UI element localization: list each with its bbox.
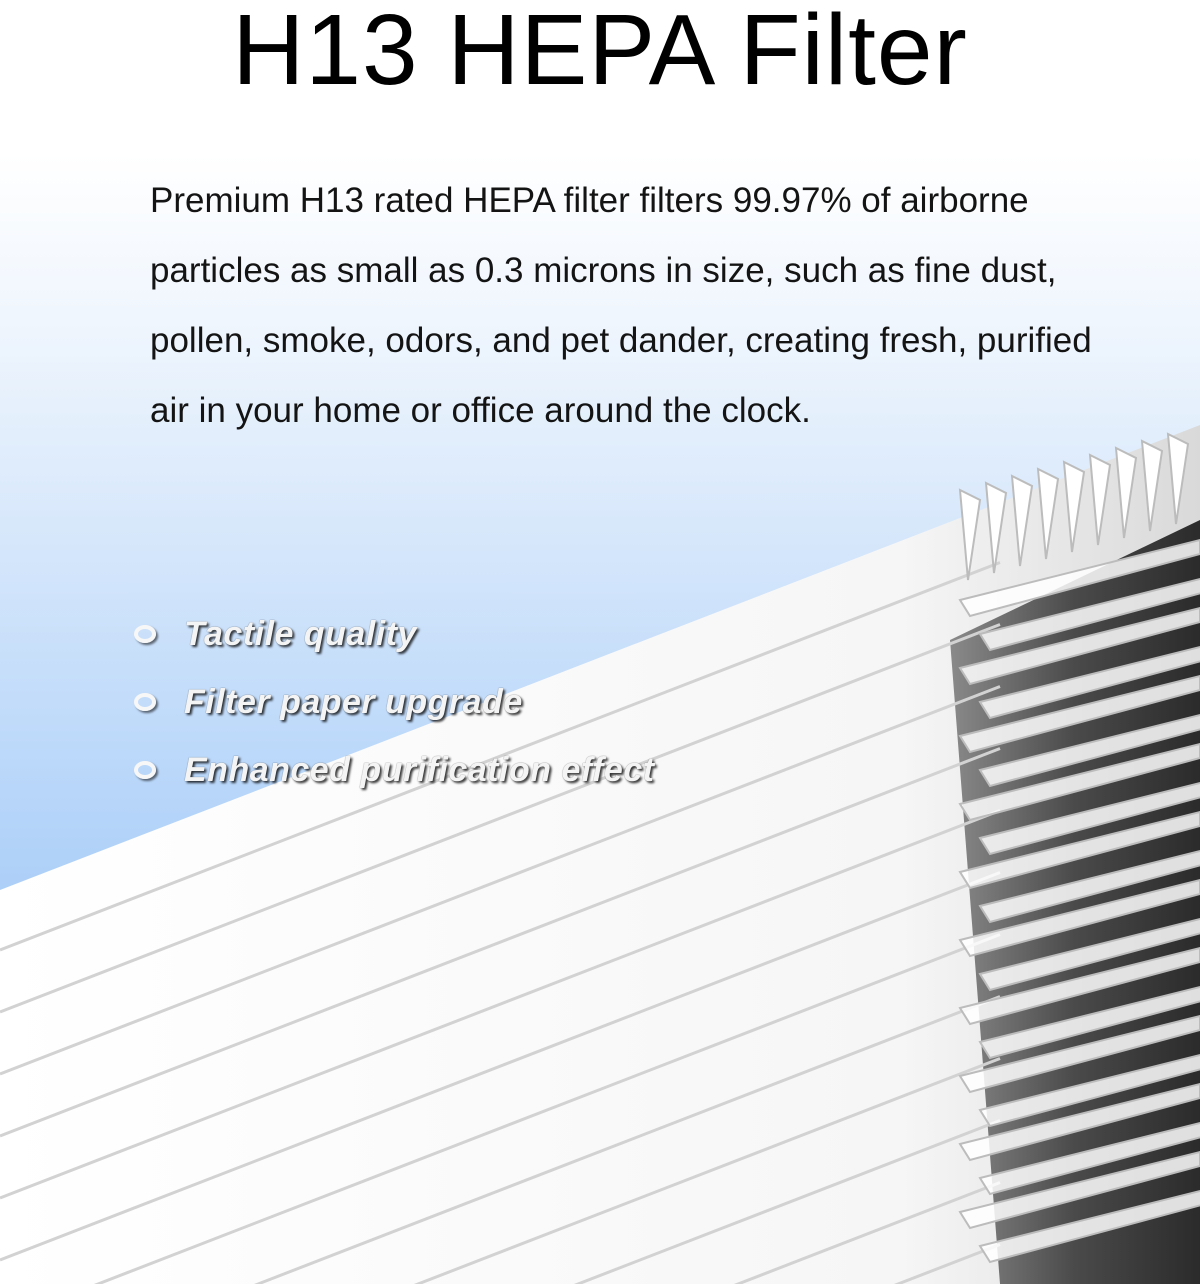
feature-list — [134, 600, 655, 804]
feature-item — [134, 668, 655, 736]
circle-bullet-icon — [134, 693, 156, 711]
circle-bullet-icon — [134, 625, 156, 643]
feature-item — [134, 736, 655, 804]
feature-label: Tactile quality — [184, 614, 417, 653]
feature-label: Enhanced purification effect — [184, 750, 655, 789]
circle-bullet-icon — [134, 761, 156, 779]
feature-label: Filter paper upgrade — [184, 682, 523, 721]
product-description: Premium H13 rated HEPA filter filters 99.97% of airborne particles as small as 0.3 microns in size, such as fine dust, pollen, smoke, odors, and pet dander, creating fresh, purified air in your home or office around the clock. — [150, 181, 1092, 430]
feature-item — [134, 600, 655, 668]
page-title: H13 HEPA Filter — [232, 0, 968, 106]
